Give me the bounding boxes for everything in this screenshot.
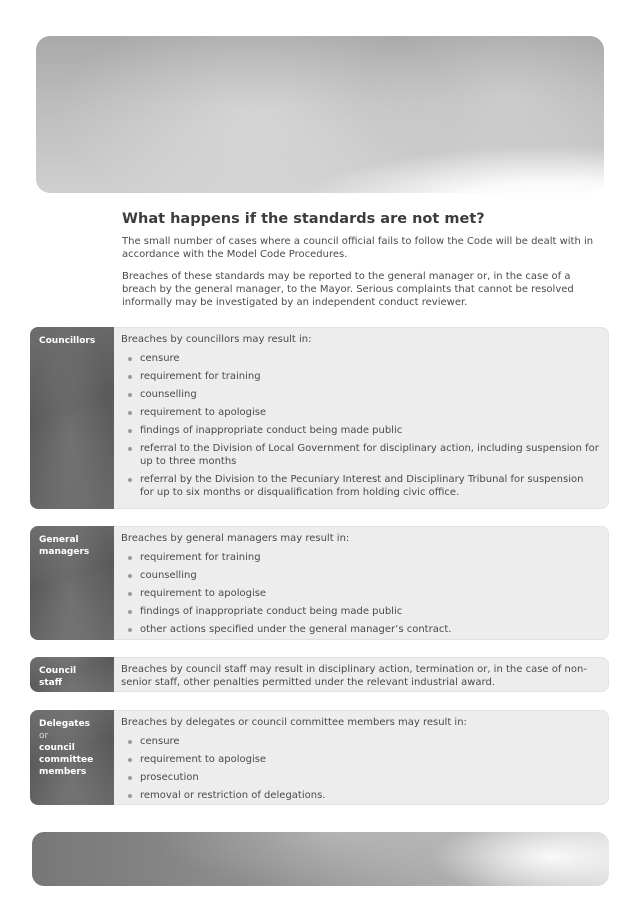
general-managers-section [30, 526, 609, 640]
section-lead: Breaches by councillors may result in: [121, 334, 312, 345]
councillors-section [30, 327, 609, 509]
list-item: requirement to apologise [121, 406, 599, 419]
list-item: findings of inappropriate conduct being made public [121, 424, 599, 437]
councillors-tab [30, 327, 114, 509]
general-managers-body [114, 526, 609, 640]
councillors-body [114, 327, 609, 509]
list-item: requirement for training [121, 551, 599, 564]
council-staff-body [114, 657, 609, 692]
list-item: prosecution [121, 771, 599, 784]
tab-label: staff [39, 678, 63, 688]
tab-label: council [39, 743, 75, 753]
list-item: referral by the Division to the Pecuniary Interest and Disciplinary Tribunal for suspension for up to six months or disqualification from holding civic office. [121, 473, 599, 499]
intro-section [122, 211, 602, 318]
tab-label: managers [39, 547, 90, 557]
tab-label: committee [39, 755, 94, 765]
tab-label: General [39, 535, 79, 545]
general-managers-tab [30, 526, 114, 640]
general-managers-list [121, 551, 599, 636]
section-lead: Breaches by delegates or council committee members may result in: [121, 717, 467, 728]
list-item: counselling [121, 388, 599, 401]
delegates-body [114, 710, 609, 805]
list-item: requirement to apologise [121, 753, 599, 766]
delegates-tab [30, 710, 114, 805]
list-item: censure [121, 352, 599, 365]
councillors-list [121, 352, 599, 499]
tab-label: Council [39, 666, 77, 676]
list-item: removal or restriction of delegations. [121, 789, 599, 802]
page-heading: What happens if the standards are not met? [122, 211, 485, 227]
tab-label: members [39, 767, 87, 777]
list-item: counselling [121, 569, 599, 582]
list-item: requirement for training [121, 370, 599, 383]
tab-label: Delegates [39, 719, 91, 729]
section-text: Breaches by council staff may result in disciplinary action, termination or, in the case of non-senior staff, other penalties permitted under the relevant industrial award. [121, 664, 587, 688]
tab-label: Councillors [39, 336, 96, 346]
delegates-list [121, 735, 599, 802]
header-banner-image [36, 36, 604, 193]
section-lead: Breaches by general managers may result in: [121, 533, 350, 544]
list-item: referral to the Division of Local Government for disciplinary action, including suspension for up to three months [121, 442, 599, 468]
council-staff-section [30, 657, 609, 692]
list-item: requirement to apologise [121, 587, 599, 600]
list-item: other actions specified under the general manager’s contract. [121, 623, 599, 636]
council-staff-tab [30, 657, 114, 692]
tab-label-or: or [39, 731, 49, 741]
delegates-section [30, 710, 609, 805]
intro-paragraph: The small number of cases where a council official fails to follow the Code will be dealt with in accordance with the Model Code Procedures. [122, 236, 594, 260]
list-item: censure [121, 735, 599, 748]
footer-banner-image [32, 832, 609, 886]
intro-paragraph: Breaches of these standards may be reported to the general manager or, in the case of a breach by the general manager, to the Mayor. Serious complaints that cannot be resolved informally may be investigated by an independent conduct reviewer. [122, 271, 574, 308]
list-item: findings of inappropriate conduct being made public [121, 605, 599, 618]
